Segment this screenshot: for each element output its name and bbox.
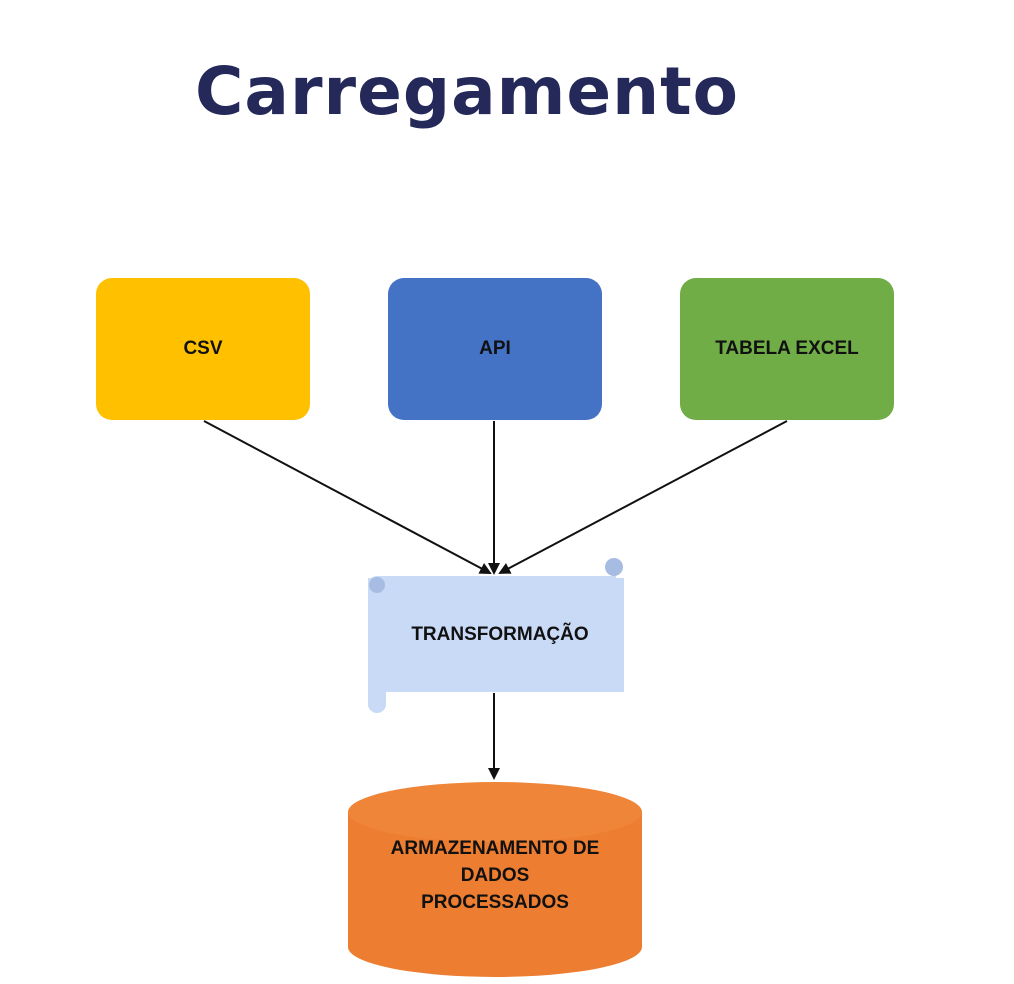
arrow-csv-to-transformation [204,421,490,573]
storage-label-line-2: DADOS [460,864,530,886]
source-csv-label: CSV [183,338,223,359]
source-excel-label: TABELA EXCEL [715,338,859,359]
page-title: Carregamento [195,53,740,130]
storage-label-line-1: ARMAZENAMENTO DE [390,837,600,859]
storage-label-line-3: PROCESSADOS [421,891,569,913]
source-csv-box [96,278,310,420]
storage-label [348,800,642,950]
arrow-excel-to-transformation [500,421,787,573]
source-api-label: API [479,338,511,359]
scroll-curl-top [605,558,623,576]
source-excel-box [680,278,894,420]
transformation-label: TRANSFORMAÇÃO [411,624,589,645]
transformation-label-wrap [380,578,620,692]
source-api-box [388,278,602,420]
